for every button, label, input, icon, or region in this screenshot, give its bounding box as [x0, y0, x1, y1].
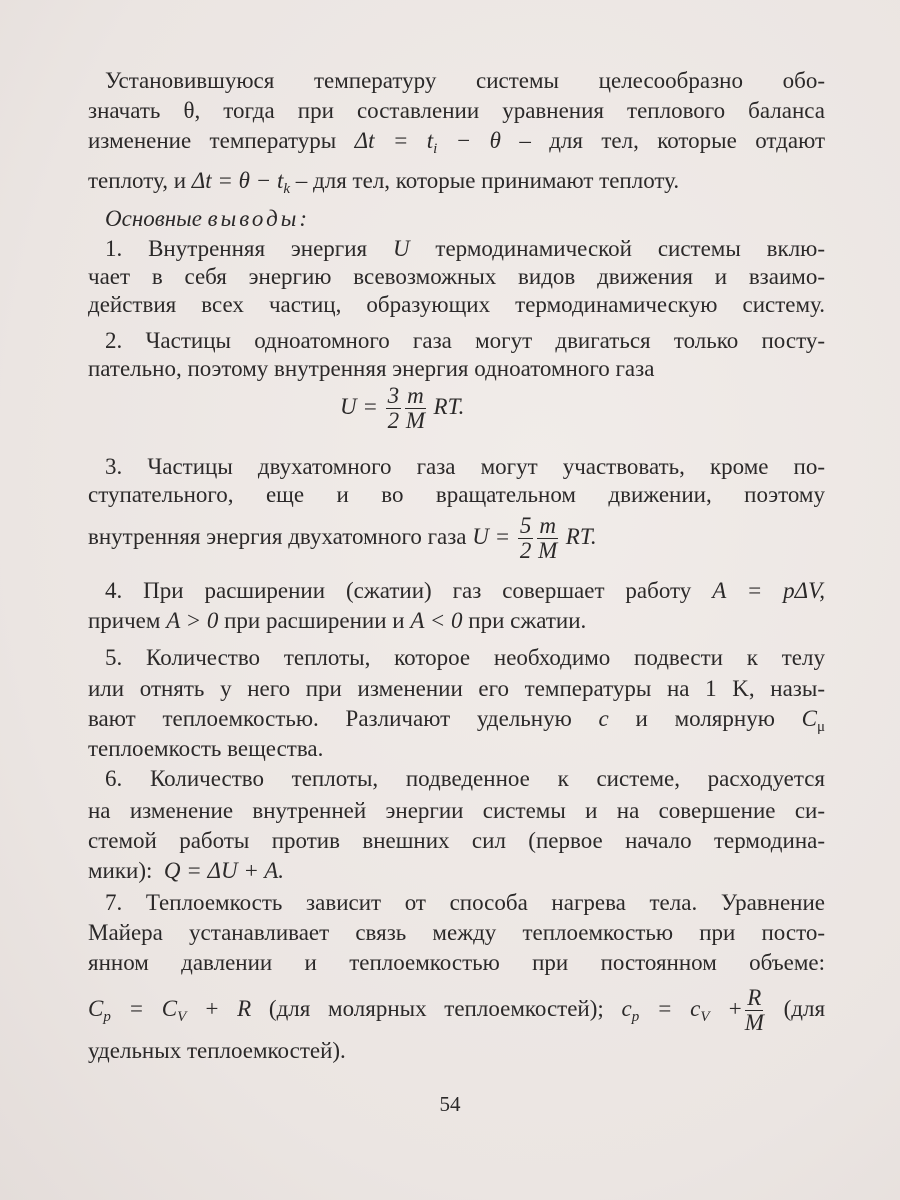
text: изменение температуры — [88, 128, 337, 153]
text-line: удельных теплоемкостей). — [88, 1038, 346, 1063]
text-line: 2. Частицы одноатомного газа могут двигаться только посту- — [105, 328, 825, 353]
text-line: вают теплоемкостью. Различают удельную c и молярную $C_\mu$ — [88, 706, 826, 735]
formula-mayer-specific: $c_p = c_V$ + $\frac{R}{M}$ — [621, 985, 764, 1035]
text-line: 6. Количество теплоты, подведенное к системе, расходуется — [105, 766, 825, 791]
text-line: теплоемкость вещества. — [88, 736, 324, 761]
text-line: Установившуюся температуру системы целесообразно обо- — [105, 68, 825, 93]
section-heading: Основные выводы: — [105, 206, 307, 231]
formula-delta-t-release: $\Delta t = t_i - \theta$ — [354, 128, 501, 157]
text-line: ступательного, еще и во вращательном движении, поэтому — [88, 482, 825, 507]
text-line: янном давлении и теплоемкостью при постоянном объеме: — [88, 950, 825, 975]
text: – для тел, которые отдают — [519, 128, 826, 153]
text-line: 4. При расширении (сжатии) газ совершает работу A = pΔV, — [105, 578, 825, 603]
formula-mayer-molar: $C_p = C_V + R$ — [88, 995, 252, 1025]
text-line: 7. Теплоемкость зависит от способа нагрева тела. Уравнение — [105, 890, 825, 915]
text-line: пательно, поэтому внутренняя энергия одноатомного газа — [88, 356, 655, 381]
text-line: чает в себя энергию всевозможных видов движения и взаимо- — [88, 264, 825, 289]
text-line: значать θ, тогда при составлении уравнения теплового баланса — [88, 98, 825, 123]
text-line: причем A > 0 при расширении и A < 0 при сжатии. — [88, 608, 587, 633]
text-line: внутренняя энергия двухатомного газа U = $\frac{5}{2}$ $\frac{m}{M}$ RT. — [88, 513, 597, 563]
text-line: на изменение внутренней энергии системы и на совершение си- — [88, 798, 825, 823]
page-number: 54 — [439, 1092, 461, 1116]
formula-delta-t-absorb: $\Delta t = \theta - t_k$ — [191, 168, 291, 197]
text-line — [88, 126, 825, 156]
text-line: 1. Внутренняя энергия U термодинамической системы вклю- — [105, 236, 826, 261]
text-line: Майера устанавливает связь между теплоемкостью при посто- — [88, 920, 825, 945]
formula-monatomic-energy: U = $\frac{3}{2}$ $\frac{m}{M}$ RT. — [340, 383, 465, 433]
formula-diatomic-energy: U = $\frac{5}{2}$ $\frac{m}{M}$ RT. — [472, 513, 597, 563]
text-line: $C_p = C_V + R$ (для молярных теплоемкостей); $c_p = c_V$ + $\frac{R}{M}$ (для — [88, 985, 826, 1035]
text-line: 5. Количество теплоты, которое необходимо подвести к телу — [105, 645, 825, 670]
text-line: стемой работы против внешних сил (первое начало термодина- — [88, 828, 825, 853]
text-line: или отнять у него при изменении его температуры на 1 K, назы- — [88, 676, 825, 701]
text: теплоту, и — [88, 168, 186, 193]
text-line: действия всех частиц, образующих термодинамическую систему. — [88, 292, 825, 317]
text-line: мики): Q = ΔU + A. — [88, 858, 285, 883]
text: – для тел, которые принимают теплоту. — [290, 168, 680, 193]
text-line — [88, 166, 825, 196]
text-line: 3. Частицы двухатомного газа могут участвовать, кроме по- — [105, 454, 825, 479]
